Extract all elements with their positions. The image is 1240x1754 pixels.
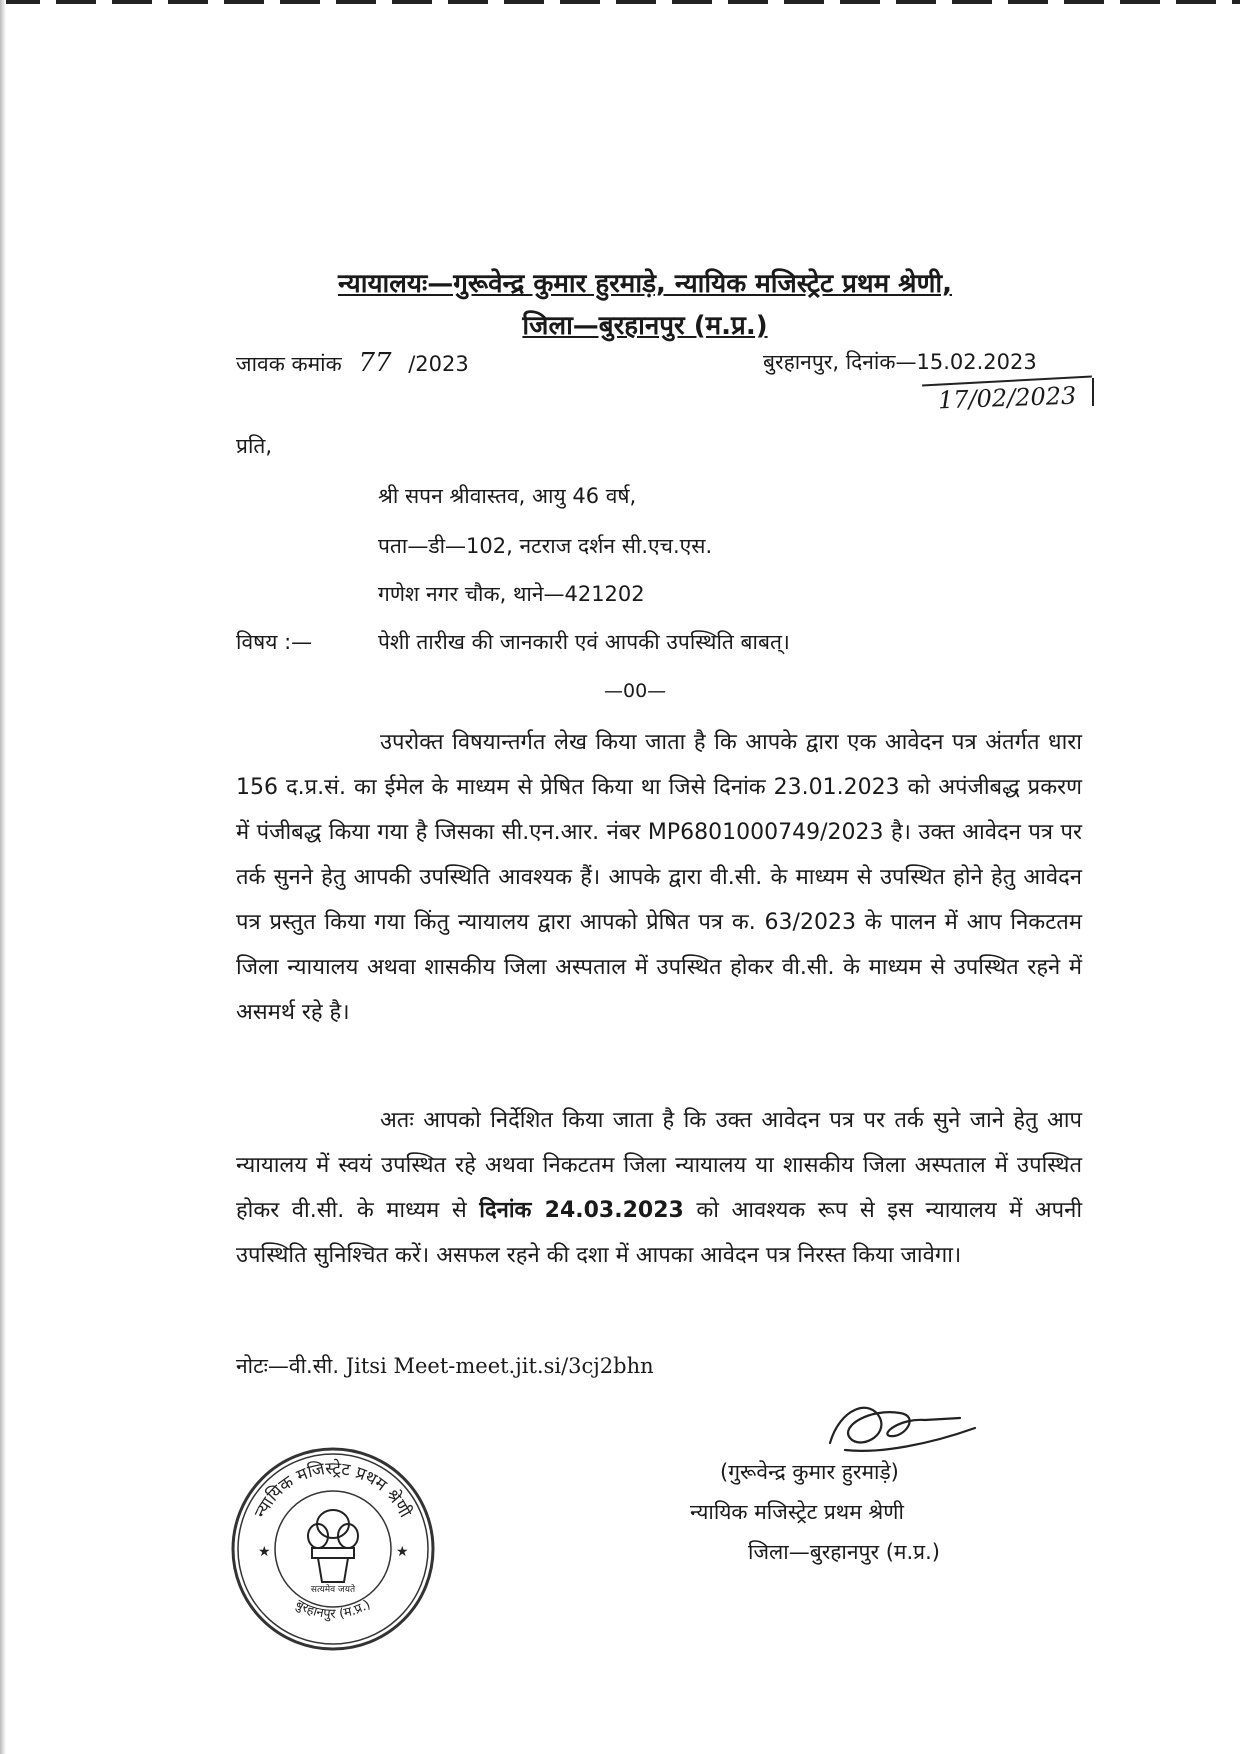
paragraph-2-end: को आवश्यक रूप से इस न्यायालय में अपनी उपस्थिति सुनिश्चित करें। असफल रहने की दशा में आपका आवेदन पत्र निरस्त किया जावेगा। [236,1198,1083,1268]
emblem-icon [308,1510,358,1582]
handwritten-tick [1092,378,1094,406]
seal-star-left-icon: ★ [258,1544,271,1560]
paragraph-2-start: अतः आपको निर्देशित किया जाता है कि उक्त आवेदन पत्र पर तर्क सुने जाने हेतु आप न्यायालय में स्वयं उपस्थित रहे अथवा निकटतम जिला न्यायालय या शासकीय जिला अस्पताल में उपस्थित होकर वी.सी. के माध्यम से [236,1108,1082,1223]
reference-handwritten-number: 77 [358,348,392,378]
recipient-address-2: गणेश नगर चौक, थाने—421202 [378,582,645,606]
subject-label: विषय :— [236,630,313,654]
body-paragraph-1 [236,720,1082,1035]
signatory-name: (गुरूवेन्द्र कुमार हुरमाड़े) [720,1460,899,1484]
place-date: बुरहानपुर, दिनांक—15.02.2023 [763,350,1037,374]
court-district: जिला—बुरहानपुर (म.प्र.) [522,311,768,341]
separator: —00— [604,680,667,702]
seal-motto: सत्यमेव जयते [310,1585,356,1595]
reference-number [236,348,469,378]
hearing-date: दिनांक 24.03.2023 [479,1198,684,1223]
seal-star-right-icon: ★ [396,1544,409,1560]
note-label: नोटः—वी.सी. [236,1354,340,1378]
svg-text:बुरहानपुर (म.प्र.) [293,1597,374,1622]
signatory-place: जिला—बुरहानपुर (म.प्र.) [748,1540,940,1564]
seal-lower-text: बुरहानपुर (म.प्र.) [292,1597,374,1622]
recipient-name: श्री सपन श्रीवास्तव, आयु 46 वर्ष, [378,484,637,508]
body-paragraph-2 [236,1098,1082,1278]
jitsi-link[interactable]: Jitsi Meet-meet.jit.si/3cj2bhn [345,1354,654,1378]
signature-icon [810,1388,980,1468]
court-seal-icon [228,1444,438,1654]
seal-outer-text: न्यायिक मजिस्ट्रेट प्रथम श्रेणी [250,1458,416,1522]
court-heading: न्यायालयः—गुरूवेन्द्र कुमार हुरमाड़े, न्यायिक मजिस्ट्रेट प्रथम श्रेणी, [337,269,953,299]
reference-year: /2023 [408,352,469,376]
signatory-title: न्यायिक मजिस्ट्रेट प्रथम श्रेणी [690,1500,904,1524]
reference-label: जावक कमांक [236,352,342,376]
scan-edge [0,0,1240,4]
paragraph-2-text [236,1098,1082,1278]
scan-shadow [0,0,6,1754]
subject-text: पेशी तारीख की जानकारी एवं आपकी उपस्थिति बाबत्। [378,630,790,654]
recipient-address-1: पता—डी—102, नटराज दर्शन सी.एच.एस. [378,534,713,558]
to-label: प्रति, [236,434,273,458]
paragraph-1-text: उपरोक्त विषयान्तर्गत लेख किया जाता है कि आपके द्वारा एक आवेदन पत्र अंतर्गत धारा 156 द.प्र.सं. का ईमेल के माध्यम से प्रेषित किया था जिसे दिनांक 23.01.2023 को अपंजीबद्ध प्रकरण में पंजीबद्ध किया गया है जिसका सी.एन.आर. नंबर MP6801000749/2023 है। उक्त आवेदन पत्र पर तर्क सुनने हेतु आपकी उपस्थिति आवश्यक हैं। आपके द्वारा वी.सी. के माध्यम से उपस्थित होने हेतु आवेदन पत्र प्रस्तुत किया गया किंतु न्यायालय द्वारा आपको प्रेषित पत्र क. 63/2023 के पालन में आप निकटतम जिला न्यायालय अथवा शासकीय जिला अस्पताल में उपस्थित होकर वी.सी. के माध्यम से उपस्थित रहने में असमर्थ रहे है। [236,730,1082,1025]
handwritten-date: 17/02/2023 [937,381,1077,415]
note-line [236,1352,654,1380]
